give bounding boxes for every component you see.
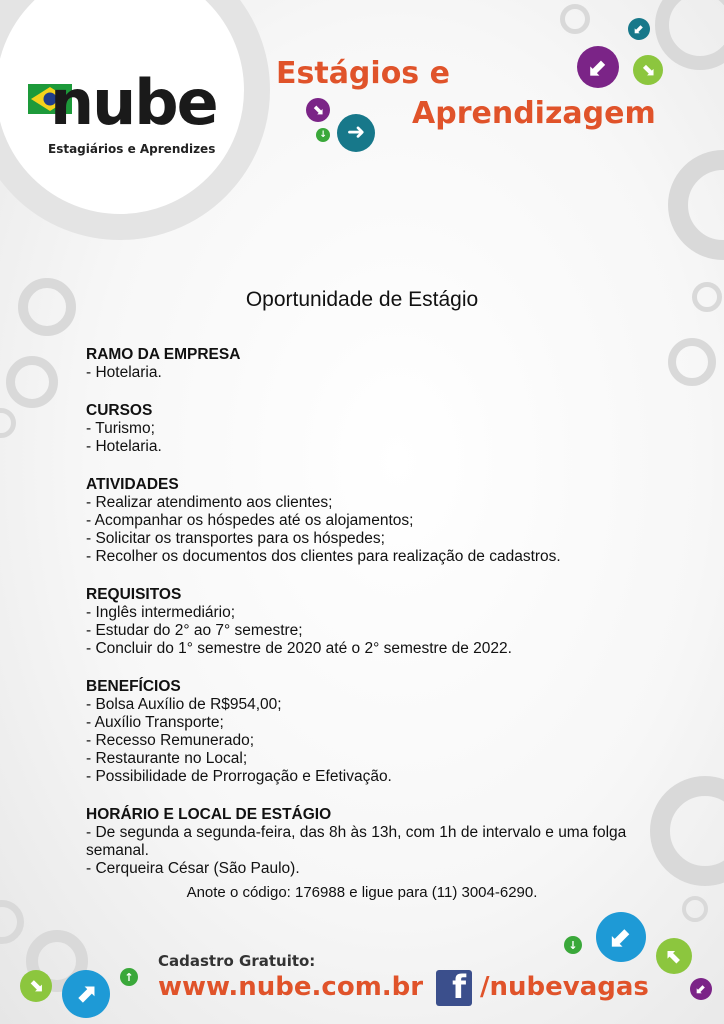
arrow-up-icon: ↑ <box>120 968 138 986</box>
section-atividades <box>86 476 656 566</box>
section-ramo <box>86 346 656 382</box>
list-item: - Concluir do 1° semestre de 2020 até o 2° semestre de 2022. <box>86 640 512 657</box>
list-item: - Auxílio Transporte; <box>86 714 224 731</box>
list-item: - Possibilidade de Prorrogação e Efetivação. <box>86 768 392 785</box>
deco-ring <box>650 776 724 886</box>
deco-ring <box>668 150 724 260</box>
list-item: - Inglês intermediário; <box>86 604 236 621</box>
arrow-down-left-icon: ⬋ <box>577 46 619 88</box>
list-item: - Bolsa Auxílio de R$954,00; <box>86 696 282 713</box>
list-item: - Recesso Remunerado; <box>86 732 254 749</box>
nube-logo <box>28 66 218 168</box>
arrow-down-right-icon: ⬊ <box>20 970 52 1002</box>
section-requisitos <box>86 586 656 658</box>
job-details <box>86 346 656 898</box>
section-beneficios <box>86 678 656 786</box>
website-link[interactable]: www.nube.com.br <box>158 972 424 1002</box>
headline-line-2: Aprendizagem <box>412 96 656 131</box>
deco-ring <box>0 408 16 438</box>
headline-line-1: Estágios e <box>276 56 450 91</box>
section-heading: CURSOS <box>86 402 153 419</box>
list-item: - Solicitar os transportes para os hóspedes; <box>86 530 385 547</box>
deco-ring <box>668 338 716 386</box>
section-heading: HORÁRIO E LOCAL DE ESTÁGIO <box>86 806 332 823</box>
arrow-up-left-icon: ⬉ <box>656 938 692 974</box>
arrow-down-left-icon: ⬋ <box>596 912 646 962</box>
list-item: - Recolher os documentos dos clientes para realização de cadastros. <box>86 548 561 565</box>
logo-wordmark: nube <box>50 66 217 139</box>
list-item: - Realizar atendimento aos clientes; <box>86 494 333 511</box>
arrow-right-icon: ➜ <box>337 114 375 152</box>
facebook-icon[interactable]: f <box>436 970 472 1006</box>
arrow-down-right-icon: ⬊ <box>306 98 330 122</box>
deco-ring <box>0 900 24 944</box>
list-item: - Hotelaria. <box>86 364 162 381</box>
list-item: - Restaurante no Local; <box>86 750 248 767</box>
list-item: - De segunda a segunda-feira, das 8h às 13h, com 1h de intervalo e uma folga semanal. <box>86 824 627 859</box>
list-item: - Estudar do 2° ao 7° semestre; <box>86 622 303 639</box>
facebook-handle-link[interactable]: /nubevagas <box>480 972 649 1002</box>
arrow-down-right-icon: ⬊ <box>633 55 663 85</box>
contact-info: Anote o código: 176988 e ligue para (11) 3004-6290. <box>186 884 538 901</box>
section-heading: RAMO DA EMPRESA <box>86 346 241 363</box>
page-title: Oportunidade de Estágio <box>245 288 479 311</box>
section-heading: REQUISITOS <box>86 586 182 603</box>
deco-ring <box>655 0 724 70</box>
list-item: - Acompanhar os hóspedes até os alojamentos; <box>86 512 414 529</box>
arrow-down-left-icon: ⬋ <box>628 18 650 40</box>
arrow-down-icon: ↓ <box>564 936 582 954</box>
section-heading: ATIVIDADES <box>86 476 179 493</box>
cadastro-label: Cadastro Gratuito: <box>158 952 316 970</box>
section-heading: BENEFÍCIOS <box>86 678 181 695</box>
arrow-down-icon: ↓ <box>316 128 330 142</box>
list-item: - Hotelaria. <box>86 438 162 455</box>
list-item: - Turismo; <box>86 420 155 437</box>
list-item: - Cerqueira César (São Paulo). <box>86 860 300 877</box>
section-cursos <box>86 402 656 456</box>
arrow-down-left-icon: ⬋ <box>690 978 712 1000</box>
deco-ring <box>560 4 590 34</box>
deco-ring <box>6 356 58 408</box>
section-horario-local <box>86 806 656 878</box>
arrow-up-right-icon: ⬈ <box>62 970 110 1018</box>
logo-tagline: Estagiários e Aprendizes <box>48 142 216 156</box>
